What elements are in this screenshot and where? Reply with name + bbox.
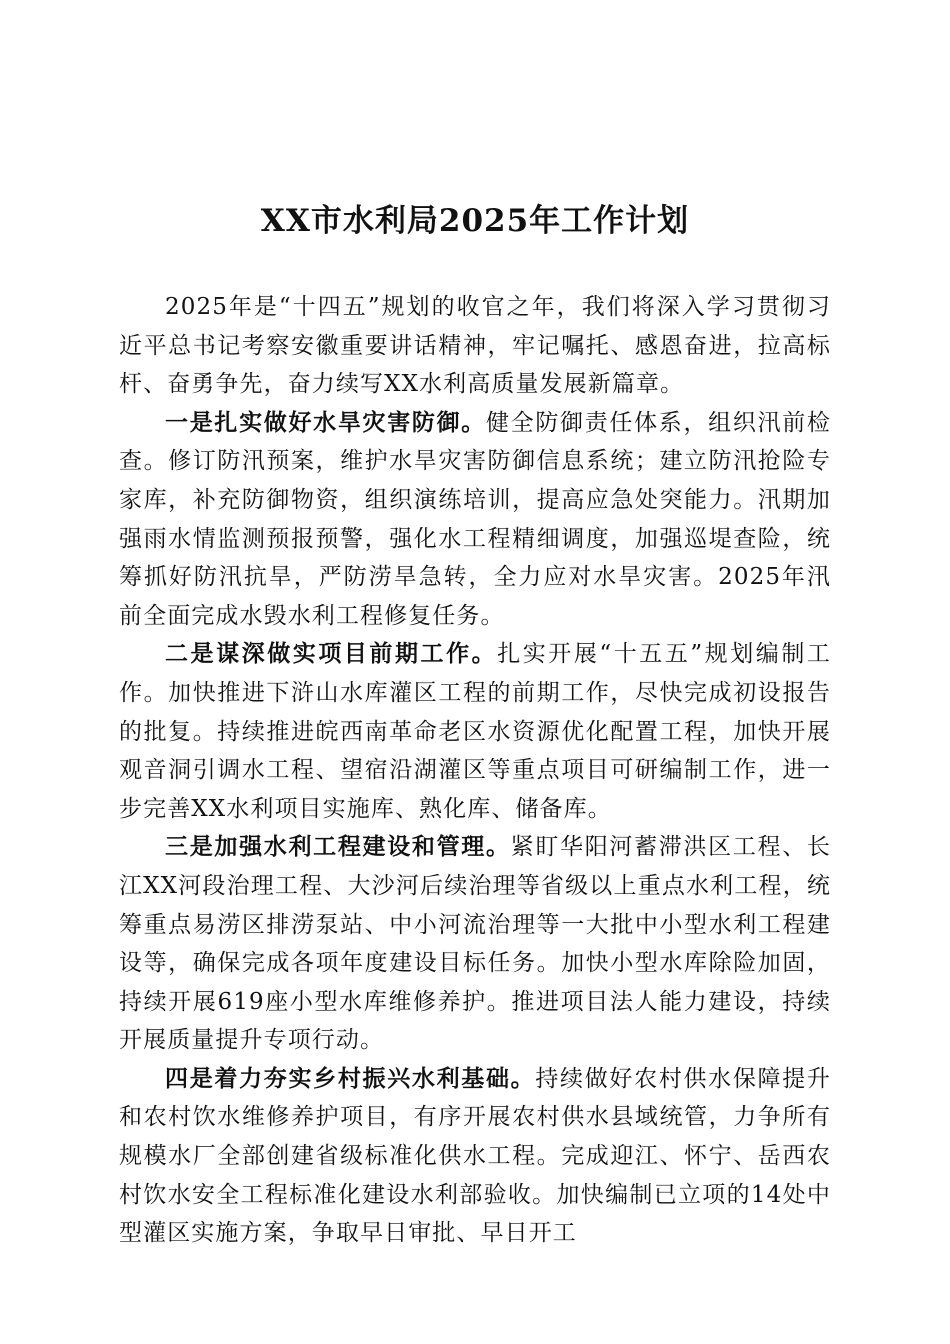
paragraph-text: 扎实开展“十五五”规划编制工作。加快推进下浒山水库灌区工程的前期工作，尽快完成初设报告的批复。持续推进皖西南革命老区水资源优化配置工程，加快开展观音洞引调水工程、望宿沿湖灌区等重点项目可研编制工作，进一步完善XX水利项目实施库、熟化库、储备库。 xyxy=(119,641,831,822)
paragraph-construction-management xyxy=(119,828,831,1060)
paragraph-project-planning xyxy=(119,635,831,828)
paragraph-lead: 四是着力夯实乡村振兴水利基础。 xyxy=(165,1064,536,1092)
document-body xyxy=(119,288,831,1253)
paragraph-text: 紧盯华阳河蓄滞洪区工程、长江XX河段治理工程、大沙河后续治理等省级以上重点水利工程，统筹重点易涝区排涝泵站、中小河流治理等一大批中小型水利工程建设等，确保完成各项年度建设目标任务。加快小型水库除险加固，持续开展619座小型水库维修养护。推进项目法人能力建设，持续开展质量提升专项行动。 xyxy=(119,834,831,1054)
paragraph-rural-revitalization xyxy=(119,1060,831,1253)
document-title: XX市水利局2025年工作计划 xyxy=(260,203,690,239)
paragraph-text: 健全防御责任体系，组织汛前检查。修订防汛预案，维护水旱灾害防御信息系统；建立防汛抢险专家库，补充防御物资，组织演练培训，提高应急处突能力。汛期加强雨水情监测预报预警，强化水工程精细调度，加强巡堤查险，统筹抓好防汛抗旱，严防涝旱急转，全力应对水旱灾害。2025年汛前全面完成水毁水利工程修复任务。 xyxy=(119,409,831,629)
paragraph-lead: 三是加强水利工程建设和管理。 xyxy=(165,833,511,861)
paragraph-lead: 二是谋深做实项目前期工作。 xyxy=(165,640,498,668)
paragraph-text: 2025年是“十四五”规划的收官之年，我们将深入学习贯彻习近平总书记考察安徽重要讲话精神，牢记嘱托、感恩奋进，拉高标杆、奋勇争先，奋力续写XX水利高质量发展新篇章。 xyxy=(119,294,831,398)
paragraph-text: 持续做好农村供水保障提升和农村饮水维修养护项目，有序开展农村供水县域统管，力争所有规模水厂全部创建省级标准化供水工程。完成迎江、怀宁、岳西农村饮水安全工程标准化建设水利部验收。加快编制已立项的14处中型灌区实施方案，争取早日审批、早日开工 xyxy=(119,1065,831,1247)
paragraph-intro xyxy=(119,288,831,404)
paragraph-lead: 一是扎实做好水旱灾害防御。 xyxy=(165,408,486,436)
paragraph-flood-defense xyxy=(119,404,831,636)
